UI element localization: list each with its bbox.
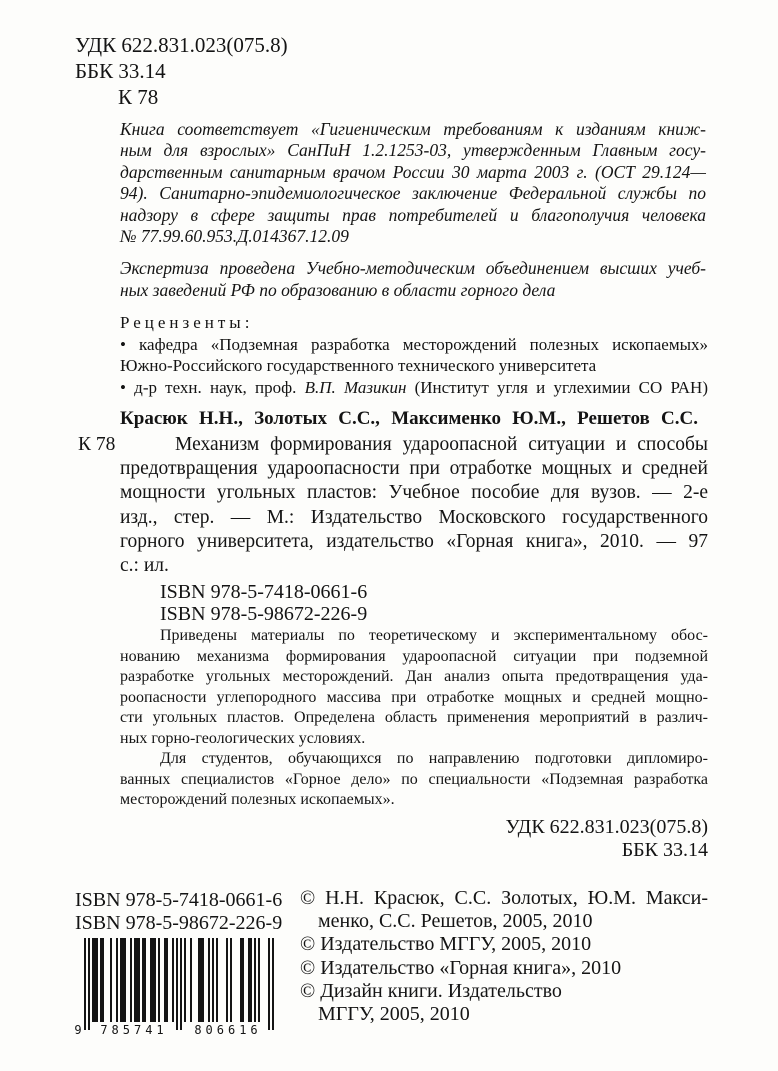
- barcode-bar: [254, 938, 256, 1022]
- barcode-guard-bar: [180, 938, 182, 1030]
- barcode-bar: [100, 938, 104, 1022]
- reviewers: [120, 312, 708, 399]
- copyright: [300, 887, 708, 1026]
- copyright-line: менко, С.С. Решетов, 2005, 2010: [318, 910, 593, 933]
- record-line: горного университета, издательство «Горная книга», 2010. — 97: [120, 530, 708, 552]
- barcode-bar: [184, 938, 186, 1022]
- barcode-bar: [248, 938, 252, 1022]
- record-author-mark: К 78: [78, 434, 116, 455]
- barcode-digit-first: 9: [74, 1023, 82, 1036]
- record-line: мощности угольных пластов: Учебное пособие для вузов. — 2-е: [120, 482, 708, 504]
- reviewer-item-continuation: Южно-Российского государственного технического университета: [120, 356, 597, 376]
- isbn-number: ISBN 978-5-7418-0661-6: [160, 581, 368, 603]
- copyright-line: МГГУ, 2005, 2010: [318, 1003, 470, 1026]
- barcode-bar: [110, 938, 112, 1022]
- abstract-line: сти угольных пластов. Определена область применения мероприятий в различ-: [120, 709, 708, 726]
- record-line: Механизм формирования удароопасной ситуации и способы: [175, 434, 708, 455]
- abstract-line: нованию механизма формирования удароопасной ситуации при подземной: [120, 647, 708, 665]
- bibliographic-record: [120, 433, 708, 578]
- copyright-line: © Дизайн книги. Издательство: [300, 979, 562, 1002]
- hygiene-note-line: Книга соответствует «Гигиеническим требованиям к изданиям книж-: [120, 119, 706, 139]
- hygiene-note: [120, 119, 706, 247]
- barcode-digits-right: 806616: [194, 1023, 262, 1036]
- barcode-bar: [172, 938, 174, 1022]
- reviewer-affiliation: (Институт угля и углехимии СО РАН): [406, 378, 708, 398]
- bbk-code: ББК 33.14: [75, 59, 166, 83]
- barcode-bar: [190, 938, 192, 1022]
- barcode-bar: [134, 938, 140, 1022]
- isbn-list: [160, 581, 367, 625]
- expertise-note-line: Экспертиза проведена Учебно-методическим объединением высших учеб-: [120, 258, 706, 278]
- barcode-bar: [226, 938, 228, 1022]
- udk-code: УДК 622.831.023(075.8): [505, 816, 708, 838]
- barcode-bar: [116, 938, 118, 1022]
- classification-header: [75, 32, 288, 110]
- abstract-line: Приведены материалы по теоретическому и экспериментальному обос-: [160, 627, 708, 644]
- hygiene-note-line: ным для взрослых» СанПиН 1.2.1253-03, утвержденным Главным госу-: [120, 140, 706, 161]
- hygiene-note-line: № 77.99.60.953.Д.014367.12.09: [120, 226, 349, 247]
- barcode-bar: [120, 938, 126, 1022]
- isbn-footer: [75, 889, 282, 934]
- reviewer-name: В.П. Мазикин: [304, 378, 407, 398]
- barcode-guard-bar: [268, 938, 270, 1030]
- barcode-bar: [258, 938, 260, 1022]
- barcode-digits-left: 785741: [100, 1023, 168, 1036]
- hygiene-note-line: надзору в сфере защиты прав потребителей и благополучия человека: [120, 204, 706, 225]
- abstract-line: месторождений полезных ископаемых».: [120, 791, 395, 808]
- isbn-number: ISBN 978-5-98672-226-9: [75, 911, 283, 934]
- copyright-line: © Издательство МГГУ, 2005, 2010: [300, 933, 592, 956]
- isbn-number: ISBN 978-5-7418-0661-6: [75, 889, 283, 911]
- abstract-line: ных горно-геологических условиях.: [120, 729, 366, 747]
- barcode-guard-bar: [176, 938, 178, 1030]
- barcode-bar: [130, 938, 132, 1022]
- record-line: изд., стер. — М.: Издательство Московского государственного: [120, 506, 708, 528]
- copyright-line: © Н.Н. Красюк, С.С. Золотых, Ю.М. Макси-: [300, 887, 708, 909]
- barcode-guard-bar: [88, 938, 90, 1030]
- isbn-number: ISBN 978-5-98672-226-9: [160, 603, 368, 625]
- classification-footer: [506, 816, 708, 862]
- record-line: предотвращения удароопасности при отработке мощных и средней: [120, 458, 708, 480]
- barcode-bars: [84, 938, 274, 1030]
- expertise-note: [120, 257, 706, 301]
- barcode-bar: [150, 938, 156, 1022]
- reviewer-item: [120, 377, 708, 399]
- barcode-bar: [92, 938, 98, 1022]
- expertise-note-line: ных заведений РФ по образованию в области горного дела: [120, 280, 556, 300]
- reviewers-title: Рецензенты:: [120, 313, 254, 332]
- reviewer-item: • кафедра «Подземная разработка месторождений полезных ископаемых»: [120, 334, 708, 354]
- copyright-line: © Издательство «Горная книга», 2010: [300, 956, 622, 979]
- authors: [120, 406, 698, 432]
- barcode-bar: [216, 938, 218, 1022]
- abstract-line: разработке угольных месторождений. Дан анализ опыта предотвращения уда-: [120, 668, 708, 685]
- abstract-line: Для студентов, обучающихся по направлению подготовки дипломиро-: [160, 750, 708, 767]
- barcode-bar: [208, 938, 210, 1022]
- udk-code: УДК 622.831.023(075.8): [75, 33, 288, 57]
- record-line: с.: ил.: [120, 555, 169, 577]
- barcode-guard-bar: [84, 938, 86, 1030]
- author-mark: К 78: [118, 85, 159, 109]
- barcode-bar: [142, 938, 146, 1022]
- abstract: [120, 626, 708, 811]
- reviewer-prefix: • д-р техн. наук, проф.: [120, 378, 305, 398]
- barcode-bar: [198, 938, 204, 1022]
- barcode-bar: [230, 938, 232, 1022]
- abstract-line: ванных специалистов «Горное дело» по специальности «Подземная разработка: [120, 770, 708, 788]
- barcode-bar: [158, 938, 160, 1022]
- isbn-barcode: [74, 938, 278, 1036]
- barcode-bar: [164, 938, 168, 1022]
- abstract-line: роопасности углепородного массива при отработке мощных и средней мощно-: [120, 688, 708, 706]
- barcode-guard-bar: [272, 938, 274, 1030]
- authors-line: Красюк Н.Н., Золотых С.С., Максименко Ю.М., Решетов С.С.: [120, 408, 698, 429]
- hygiene-note-line: 94). Санитарно-эпидемиологическое заключение Федеральной службы по: [120, 183, 706, 204]
- bbk-code: ББК 33.14: [621, 839, 708, 861]
- barcode-bar: [212, 938, 214, 1022]
- barcode-bar: [240, 938, 244, 1022]
- hygiene-note-line: дарственным санитарным врачом России 30 марта 2003 г. (ОСТ 29.124—: [120, 161, 706, 182]
